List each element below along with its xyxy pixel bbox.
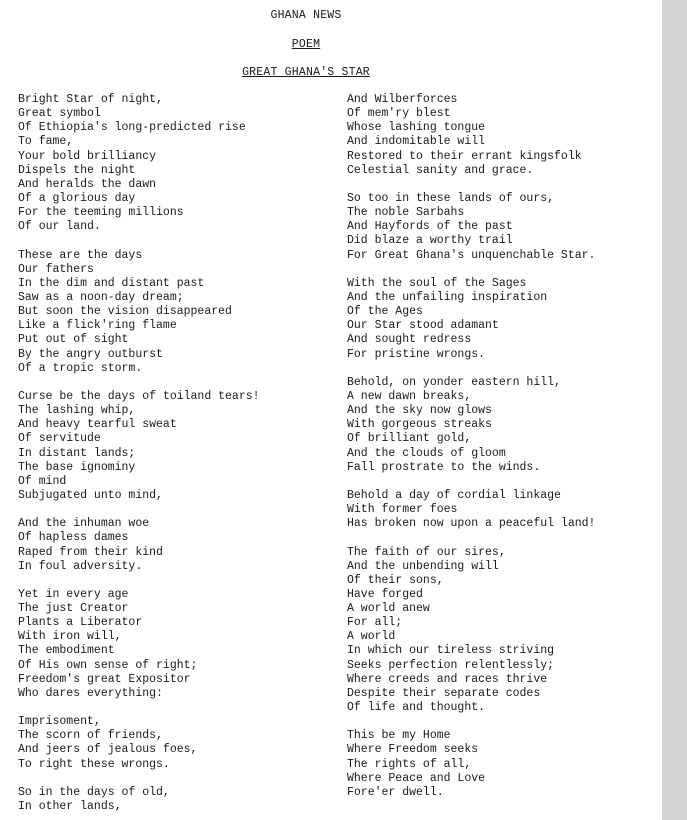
poem-line: Of His own sense of right; xyxy=(18,658,198,672)
poem-line: Celestial sanity and grace. xyxy=(347,163,534,177)
poem-line: And sought redress xyxy=(347,333,472,347)
stanza xyxy=(347,546,647,716)
poem-line: In other lands, xyxy=(18,800,122,814)
poem-line: And the unbending will xyxy=(347,559,499,573)
poem-line: For the teeming millions xyxy=(18,206,184,220)
stanza xyxy=(347,192,647,263)
stanza xyxy=(18,249,318,376)
poem-line: Your bold brilliancy xyxy=(18,149,157,163)
poem-line: Where creeds and races thrive xyxy=(347,672,548,686)
poem-line: This be my Home xyxy=(347,729,451,743)
section-heading: POEM xyxy=(291,38,321,51)
poem-line: And the sky now glows xyxy=(347,404,492,418)
poem-line: Like a flick'ring flame xyxy=(18,319,177,333)
poem-line: A world xyxy=(347,630,396,644)
poem-line: Whose lashing tongue xyxy=(347,121,486,135)
poem-line: Of our land. xyxy=(18,220,101,234)
poem-line: With the soul of the Sages xyxy=(347,276,527,290)
poem-line: Curse be the days of toiland tears! xyxy=(18,389,260,403)
poem-line: The lashing whip, xyxy=(18,404,136,418)
poem-line: The just Creator xyxy=(18,602,129,616)
stanza-gap xyxy=(18,701,318,715)
poem-line: Of life and thought. xyxy=(347,701,486,715)
poem-line: And jeers of jealous foes, xyxy=(18,743,198,757)
poem-line: The rights of all, xyxy=(347,757,472,771)
poem-line: A world anew xyxy=(347,602,430,616)
poem-line: Of mem'ry blest xyxy=(347,107,451,121)
stanza xyxy=(18,786,318,814)
poem-left-column xyxy=(18,93,318,814)
poem-line: And the inhuman woe xyxy=(18,517,150,531)
poem-line: And Wilberforces xyxy=(347,93,458,106)
poem-line: The scorn of friends, xyxy=(18,729,163,743)
poem-line: The base ignominy xyxy=(18,460,136,474)
stanza xyxy=(18,588,318,701)
poem-line: In the dim and distant past xyxy=(18,276,205,290)
poem-line: Imprisoment, xyxy=(18,715,101,729)
stanza-gap xyxy=(18,234,318,248)
poem-line: The noble Sarbahs xyxy=(347,206,465,220)
poem-line: Our fathers xyxy=(18,262,94,276)
poem-line: Has broken now upon a peaceful land! xyxy=(347,517,596,531)
poem-line: Have forged xyxy=(347,587,423,601)
poem-line: Of a tropic storm. xyxy=(18,361,143,375)
poem-line: In foul adversity. xyxy=(18,559,143,573)
poem-line: Dispels the night xyxy=(18,163,136,177)
poem-line: And the clouds of gloom xyxy=(347,446,506,460)
poem-line: These are the days xyxy=(18,248,143,262)
poem-line: Of the Ages xyxy=(347,305,423,319)
stanza xyxy=(347,489,647,531)
poem-line: So too in these lands of ours, xyxy=(347,191,555,205)
stanza-gap xyxy=(347,531,647,545)
poem-line: So in the days of old, xyxy=(18,785,170,799)
poem-line: Freedom's great Expositor xyxy=(18,672,191,686)
poem-line: With former foes xyxy=(347,503,458,517)
poem-line: Who dares everything: xyxy=(18,686,163,700)
poem-line: And heavy tearful sweat xyxy=(18,418,177,432)
stanza-gap xyxy=(347,475,647,489)
stanza-gap xyxy=(18,376,318,390)
poem-line: Did blaze a worthy trail xyxy=(347,234,513,248)
stanza xyxy=(18,390,318,503)
vertical-scrollbar[interactable] xyxy=(662,0,687,820)
poem-line: Yet in every age xyxy=(18,587,129,601)
poem-line: Of hapless dames xyxy=(18,531,129,545)
poem-line: And the unfailing inspiration xyxy=(347,290,548,304)
poem-line: Of a glorious day xyxy=(18,191,136,205)
poem-line: And Hayfords of the past xyxy=(347,220,513,234)
stanza-gap xyxy=(347,362,647,376)
poem-line: Fall prostrate to the winds. xyxy=(347,460,541,474)
poem-line: Despite their separate codes xyxy=(347,686,541,700)
poem-line: Of mind xyxy=(18,474,67,488)
poem-line: Great symbol xyxy=(18,107,101,121)
poem-line: In which our tireless striving xyxy=(347,644,555,658)
poem-line: With iron will, xyxy=(18,630,122,644)
stanza-gap xyxy=(347,178,647,192)
poem-line: With gorgeous streaks xyxy=(347,418,492,432)
poem-line: By the angry outburst xyxy=(18,347,163,361)
scrollbar-thumb[interactable] xyxy=(664,0,685,820)
poem-line: To right these wrongs. xyxy=(18,757,170,771)
poem-line: Of brilliant gold, xyxy=(347,432,472,446)
stanza xyxy=(18,715,318,772)
stanza xyxy=(18,93,318,234)
stanza-gap xyxy=(18,772,318,786)
poem-line: To fame, xyxy=(18,135,74,149)
stanza-gap xyxy=(18,574,318,588)
poem-line: And heralds the dawn xyxy=(18,177,157,191)
poem-line: Put out of sight xyxy=(18,333,129,347)
poem-line: The faith of our sires, xyxy=(347,545,506,559)
stanza-gap xyxy=(18,503,318,517)
poem-line: Subjugated unto mind, xyxy=(18,488,163,502)
poem-line: Behold a day of cordial linkage xyxy=(347,488,561,502)
poem-line: The embodiment xyxy=(18,644,115,658)
poem-line: For Great Ghana's unquenchable Star. xyxy=(347,248,596,262)
poem-line: A new dawn breaks, xyxy=(347,389,472,403)
poem-line: Plants a Liberator xyxy=(18,616,143,630)
poem-line: Of servitude xyxy=(18,432,101,446)
poem-line: Seeks perfection relentlessly; xyxy=(347,658,555,672)
poem-line: Raped from their kind xyxy=(18,545,163,559)
poem-right-column xyxy=(347,93,647,800)
poem-line: Our Star stood adamant xyxy=(347,319,499,333)
poem-line: Where Freedom seeks xyxy=(347,743,479,757)
poem-line: For all; xyxy=(347,616,403,630)
stanza xyxy=(347,277,647,362)
stanza xyxy=(18,517,318,574)
poem-title: GREAT GHANA'S STAR xyxy=(242,66,370,79)
poem-line: But soon the vision disappeared xyxy=(18,305,232,319)
poem-line: Of Ethiopia's long-predicted rise xyxy=(18,121,246,135)
poem-line: For pristine wrongs. xyxy=(347,347,486,361)
stanza xyxy=(347,729,647,800)
poem-line: Behold, on yonder eastern hill, xyxy=(347,375,561,389)
poem-line: And indomitable will xyxy=(347,135,486,149)
poem-line: Saw as a noon-day dream; xyxy=(18,290,184,304)
poem-line: Of their sons, xyxy=(347,573,444,587)
poem-line: Where Peace and Love xyxy=(347,771,486,785)
poem-line: Bright Star of night, xyxy=(18,93,163,106)
stanza xyxy=(347,93,647,178)
stanza xyxy=(347,376,647,475)
stanza-gap xyxy=(347,263,647,277)
poem-line: Restored to their errant kingsfolk xyxy=(347,149,582,163)
publication-heading: GHANA NEWS xyxy=(270,9,342,22)
poem-line: In distant lands; xyxy=(18,446,136,460)
poem-line: Fore'er dwell. xyxy=(347,785,444,799)
stanza-gap xyxy=(347,715,647,729)
